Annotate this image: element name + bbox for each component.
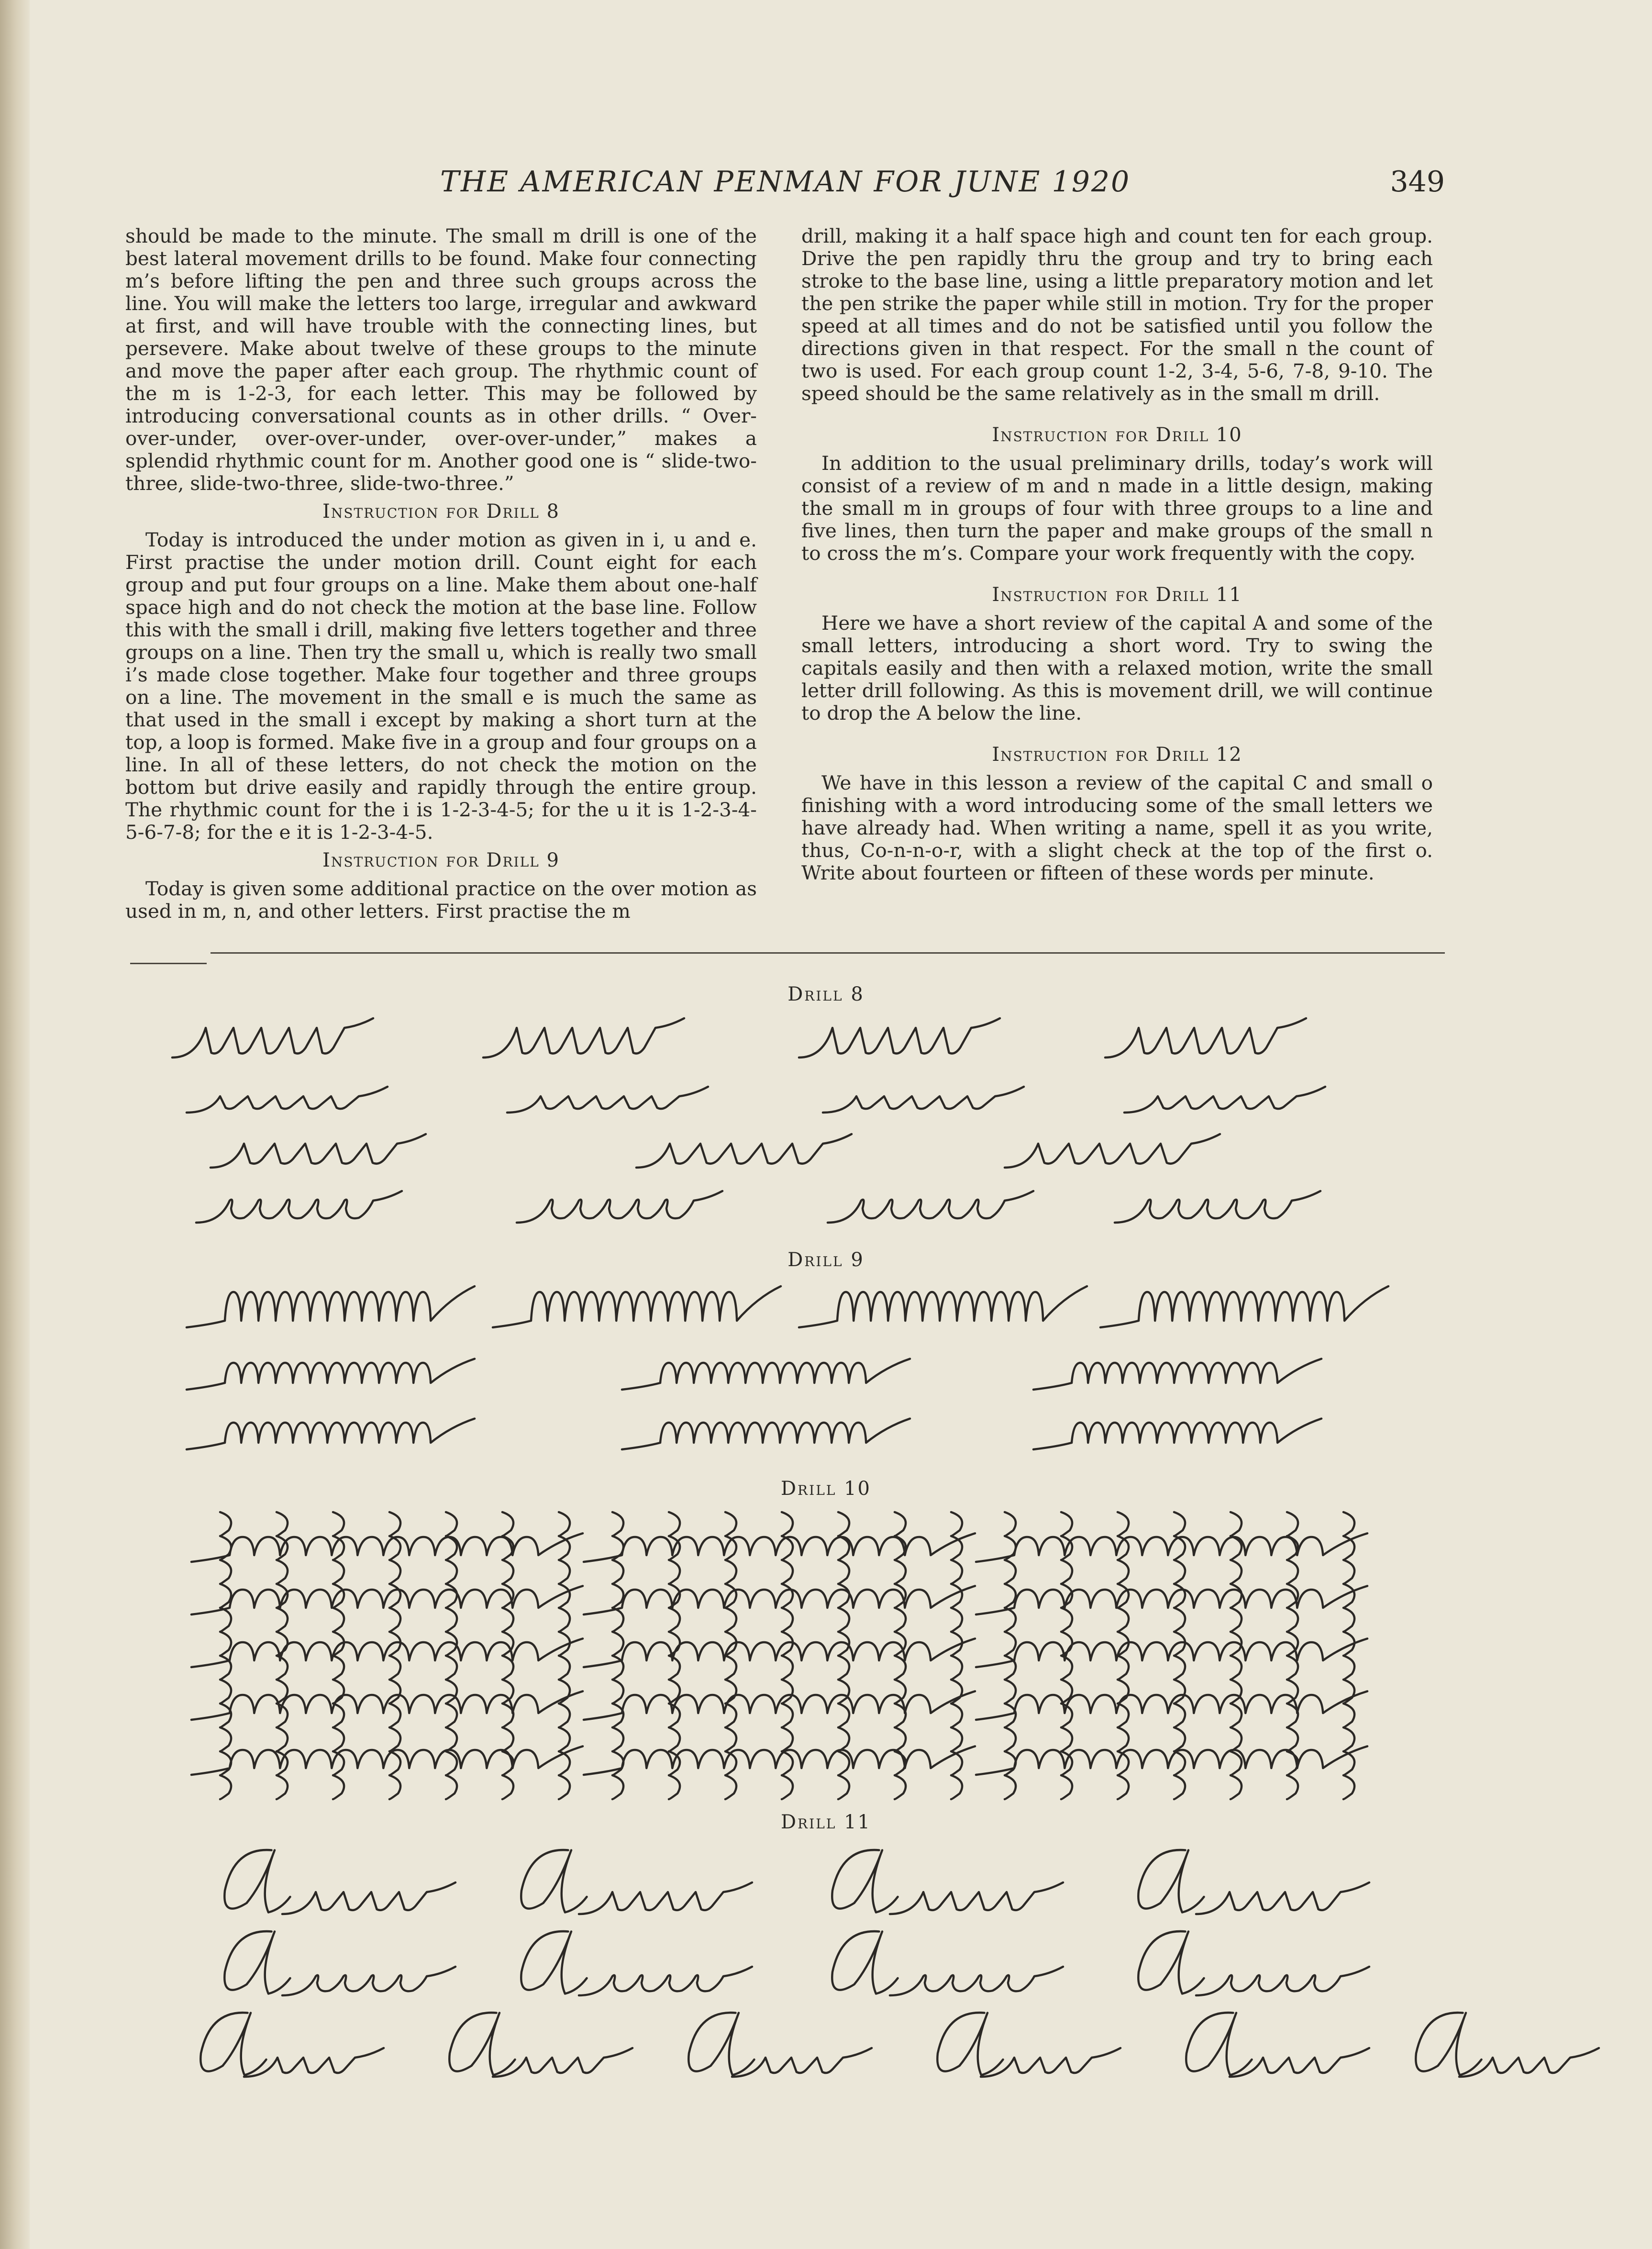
drill-10-m-line-1-group-3	[976, 1533, 1367, 1562]
drill-11-a-row1-letters-1	[282, 1882, 455, 1914]
drill-11-a-row2-capital-1	[224, 1931, 290, 1993]
divider-rule-main	[211, 952, 1445, 954]
drill-9-copy-script	[0, 1268, 1652, 1469]
drill-10-m-line-1-group-2	[584, 1533, 975, 1562]
right-paragraph-3: Here we have a short review of the capital A and some of the small letters, introducing a short word. Try to swing the capitals easily and then with a relaxed motion, write the small letter drill following. As this is movement drill, we will continue to drop the A below the line.	[801, 612, 1433, 724]
drill-11-air-capital-6	[1416, 2013, 1481, 2075]
drill-10-m-line-5-group-1	[191, 1746, 583, 1775]
left-paragraph-3: Today is given some additional practice on the over motion as used in m, n, and other letters. First practise the m	[125, 877, 757, 923]
drill-11-air-capital-1	[200, 2013, 266, 2075]
drill-10-m-line-4-group-3	[976, 1691, 1367, 1720]
drill-9-n-group-6	[1033, 1419, 1321, 1449]
left-paragraph-2: Today is introduced the under motion as given in i, u and e. First practise the under motion drill. Count eight for each group and put four groups on a line. Make them about one-half space high and do not check the motion at the base line. Follow this with the small i drill, making five letters together and three groups on a line. Then try the small u, which is really two small i’s made close together. Make four together and three groups on a line. The movement in the small e is much the same as that used in the small i except by making a short turn at the top, a loop is formed. Make five in a group and four groups on a line. In all of these letters, do not check the motion on the bottom but drive easily and rapidly through the entire group. The rhythmic count for the i is 1-2-3-4-5; for the u it is 1-2-3-4-5-6-7-8; for the e it is 1-2-3-4-5.	[125, 528, 757, 844]
drill-8-row-2-group-3	[823, 1087, 1024, 1113]
drill-8-copy-script	[0, 1005, 1652, 1244]
divider-rule-left	[130, 963, 207, 964]
drill-11-air-capital-4	[937, 2013, 1003, 2075]
heading-drill-8: Instruction for Drill 8	[322, 501, 560, 523]
drill-11-air-capital-5	[1186, 2013, 1252, 2075]
drill-11-a-row2-letters-3	[890, 1967, 1063, 1995]
drill-11-a-row1-letters-4	[1196, 1882, 1369, 1914]
drill-11-a-row2-letters-2	[579, 1967, 752, 1995]
drill-10-n-column-1-3	[333, 1512, 344, 1799]
heading-drill-10: Instruction for Drill 10	[992, 424, 1242, 446]
drill-10-m-line-3-group-3	[976, 1638, 1367, 1667]
drill-8-row-2-group-1	[187, 1087, 388, 1113]
drill-8-row-2-group-4	[1124, 1087, 1325, 1113]
drill-8-row-1-group-4	[1105, 1018, 1306, 1058]
drill-11-a-row2-letters-1	[282, 1967, 455, 1995]
drill-10-n-column-1-4	[389, 1512, 400, 1799]
page-number: 349	[1390, 165, 1445, 199]
heading-drill-12: Instruction for Drill 12	[992, 744, 1242, 766]
drill-11-a-row1-capital-3	[832, 1850, 898, 1912]
drill-9-n-group-1	[187, 1359, 475, 1390]
drill-10-m-line-2-group-3	[976, 1586, 1367, 1614]
drill-11-a-row2-capital-3	[832, 1931, 898, 1993]
drill-10-m-line-2-group-1	[191, 1586, 583, 1614]
drill-8-row-1-group-3	[799, 1018, 1000, 1058]
drill-8-row-1-group-2	[483, 1018, 684, 1058]
drill-10-m-line-4-group-2	[584, 1691, 975, 1720]
drill-8-row-4-group-1	[196, 1191, 402, 1223]
drill-8-row-3-group-3	[1005, 1134, 1220, 1168]
left-paragraph-1: should be made to the minute. The small m drill is one of the best lateral movement drills to be found. Make four connecting m’s before lifting the pen and three such groups across the line. You will make the letters too large, irregular and awkward at first, and will have trouble with the connecting lines, but persevere. Make about twelve of these groups to the minute and move the paper after each group. The rhythmic count of the m is 1-2-3, for each letter. This may be followed by introducing conversational counts as in other drills. “ Over-over-under, over-over-under, over-over-under,” makes a splendid rhythmic count for m. Another good one is “ slide-two-three, slide-two-three, slide-two-three.”	[125, 224, 757, 495]
drill-10-m-line-5-group-2	[584, 1746, 975, 1775]
drill-8-row-1-group-1	[172, 1018, 373, 1058]
drill-10-n-column-2-3	[725, 1512, 736, 1799]
drill-9-m-group-4	[1100, 1286, 1388, 1327]
drill-10-n-column-3-5	[1231, 1512, 1242, 1799]
right-paragraph-1: drill, making it a half space high and count ten for each group. Drive the pen rapidly thru the group and try to bring each stroke to the base line, using a little preparatory motion and let the pen strike the paper while still in motion. Try for the proper speed at all times and do not be satisfied until you follow the directions given in that respect. For the small n the count of two is used. For each group count 1-2, 3-4, 5-6, 7-8, 9-10. The speed should be the same relatively as in the small m drill.	[801, 224, 1433, 405]
drill-11-a-row2-letters-4	[1196, 1967, 1369, 1995]
drill-11-a-row1-capital-4	[1138, 1850, 1204, 1912]
drill-11-capital-a-script	[0, 1837, 1652, 2105]
drill-10-n-column-3-4	[1174, 1512, 1185, 1799]
drill-11-a-row1-capital-2	[521, 1850, 587, 1912]
drill-9-n-group-2	[622, 1359, 910, 1390]
drill-10-n-column-3-3	[1118, 1512, 1129, 1799]
drill-8-row-3-group-1	[211, 1134, 426, 1168]
drill-10-m-line-3-group-1	[191, 1638, 583, 1667]
drill-10-n-column-2-4	[782, 1512, 793, 1799]
drill-11-a-row1-letters-2	[579, 1882, 752, 1914]
drill-11-title: Drill 11	[780, 1811, 871, 1833]
drill-9-n-group-5	[622, 1419, 910, 1449]
drill-8-title: Drill 8	[787, 983, 865, 1005]
drill-10-m-line-4-group-1	[191, 1691, 583, 1720]
drill-10-m-line-1-group-1	[191, 1533, 583, 1562]
right-paragraph-4: We have in this lesson a review of the capital C and small o finishing with a word introducing some of the small letters we have already had. When writing a name, spell it as you write, thus, Co-n-n-o-r, with a slight check at the top of the first o. Write about fourteen or fifteen of these words per minute.	[801, 771, 1433, 884]
drill-8-row-4-group-3	[828, 1191, 1033, 1223]
drill-10-title: Drill 10	[780, 1478, 871, 1500]
drill-9-m-group-1	[187, 1286, 475, 1327]
drill-11-air-capital-3	[688, 2013, 754, 2075]
drill-10-n-column-2-5	[838, 1512, 849, 1799]
drill-9-m-group-2	[493, 1286, 781, 1327]
drill-10-m-line-5-group-3	[976, 1746, 1367, 1775]
drill-9-n-group-3	[1033, 1359, 1321, 1390]
drill-10-m-line-2-group-2	[584, 1586, 975, 1614]
right-paragraph-2: In addition to the usual preliminary drills, today’s work will consist of a review of m and n made in a little design, making the small m in groups of four with three groups to a line and five lines, then turn the paper and make groups of the small n to cross the m’s. Compare your work frequently with the copy.	[801, 452, 1433, 565]
right-column	[801, 225, 1433, 884]
drill-10-n-column-1-5	[446, 1512, 457, 1799]
left-column	[125, 225, 757, 923]
drill-8-row-4-group-2	[517, 1191, 722, 1223]
drill-8-row-4-group-4	[1115, 1191, 1320, 1223]
running-title: THE AMERICAN PENMAN FOR JUNE 1920	[440, 165, 1131, 199]
drill-11-air-capital-2	[449, 2013, 515, 2075]
drill-9-m-group-3	[799, 1286, 1087, 1327]
drill-11-a-row2-capital-4	[1138, 1931, 1204, 1993]
page-header	[144, 165, 1445, 208]
drill-11-a-row2-capital-2	[521, 1931, 587, 1993]
drill-8-row-2-group-2	[507, 1087, 708, 1113]
drill-8-row-3-group-2	[636, 1134, 852, 1168]
drill-11-a-row1-capital-1	[224, 1850, 290, 1912]
heading-drill-9: Instruction for Drill 9	[322, 849, 560, 871]
drill-9-n-group-4	[187, 1419, 475, 1449]
drill-11-a-row1-letters-3	[890, 1882, 1063, 1914]
drill-10-design-script	[0, 1503, 1652, 1809]
drill-10-m-line-3-group-2	[584, 1638, 975, 1667]
drill-9-title: Drill 9	[787, 1249, 865, 1271]
heading-drill-11: Instruction for Drill 11	[992, 584, 1242, 606]
